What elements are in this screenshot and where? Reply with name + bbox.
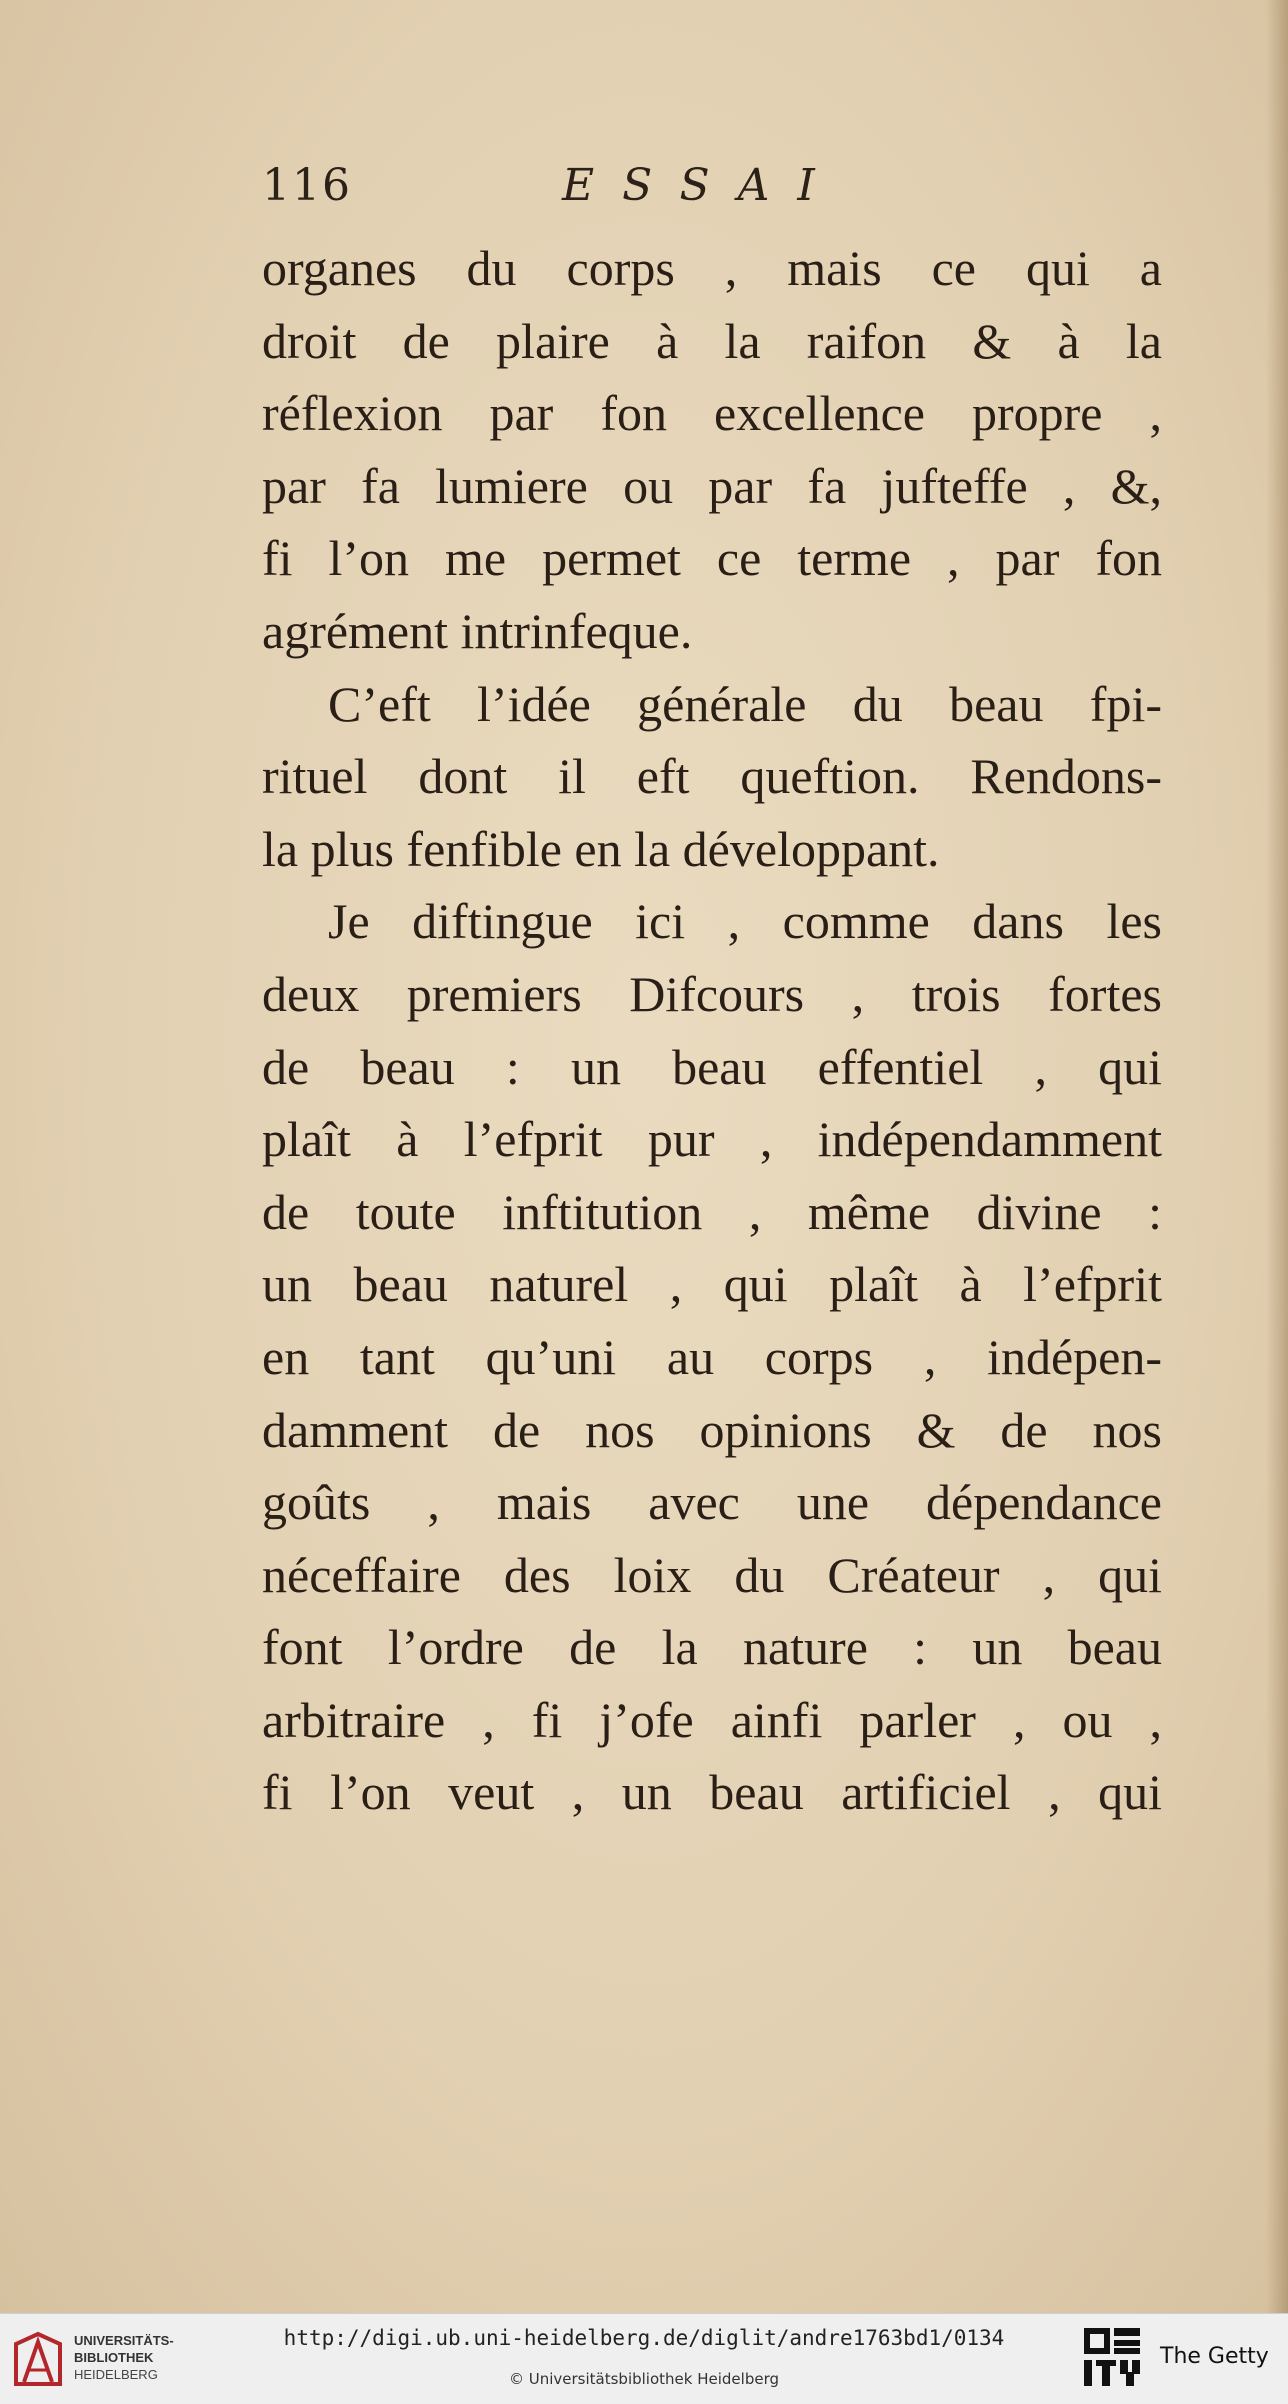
text-line: en tant qu’uni au corps , indépen- (262, 1328, 1162, 1385)
text-line: organes du corps , mais ce qui a (262, 240, 1162, 296)
text-line: C’eft l’idée générale du beau fpi- (328, 675, 1162, 732)
page-number: 116 (262, 160, 352, 211)
text-line: fi l’on me permet ce terme , par fon (262, 530, 1162, 587)
page-edge-shadow (1266, 0, 1288, 2313)
text-line: un beau naturel , qui plaît à l’efprit (262, 1256, 1162, 1313)
text-line: de toute inftitution , même divine : (262, 1183, 1162, 1240)
text-line: goûts , mais avec une dépendance (262, 1474, 1162, 1531)
footer-bar (0, 2313, 1288, 2404)
text-line: font l’ordre de la nature : un beau (262, 1619, 1162, 1676)
page-header (262, 160, 1162, 230)
text-line: droit de plaire à la raifon & à la (262, 312, 1162, 369)
permalink-url[interactable]: http://digi.ub.uni-heidelberg.de/diglit/andre1763bd1/0134 (283, 2326, 1005, 2350)
text-line: la plus fenfible en la développant. (262, 820, 940, 877)
text-line: deux premiers Difcours , trois fortes (262, 965, 1162, 1022)
text-line: fi l’on veut , un beau artificiel , qui (262, 1764, 1162, 1821)
running-title: ESSAI (562, 160, 843, 211)
getty-logo-icon (1082, 2326, 1142, 2390)
text-line: plaît à l’efprit pur , indépendamment (262, 1111, 1162, 1168)
text-line: agrément intrinfeque. (262, 602, 693, 659)
text-line: par fa lumiere ou par fa jufteffe , &, (262, 457, 1162, 514)
body-text (262, 232, 1162, 1829)
text-line: de beau : un beau effentiel , qui (262, 1038, 1162, 1095)
getty-label: The Getty (1160, 2344, 1269, 2369)
copyright-notice: © Universitätsbibliothek Heidelberg (508, 2370, 779, 2388)
library-name-line: HEIDELBERG (74, 2367, 158, 2382)
text-line: arbitraire , fi j’ofe ainfi parler , ou , (262, 1691, 1162, 1748)
text-line: néceffaire des loix du Créateur , qui (262, 1546, 1162, 1603)
library-name-line: BIBLIOTHEK (74, 2350, 154, 2365)
library-name-line: UNIVERSITÄTS- (74, 2333, 174, 2348)
text-line: rituel dont il eft queftion. Rendons- (262, 748, 1162, 805)
text-line: réflexion par fon excellence propre , (262, 385, 1162, 442)
text-line: damment de nos opinions & de nos (262, 1401, 1162, 1458)
text-line: Je diftingue ici , comme dans les (328, 893, 1162, 950)
